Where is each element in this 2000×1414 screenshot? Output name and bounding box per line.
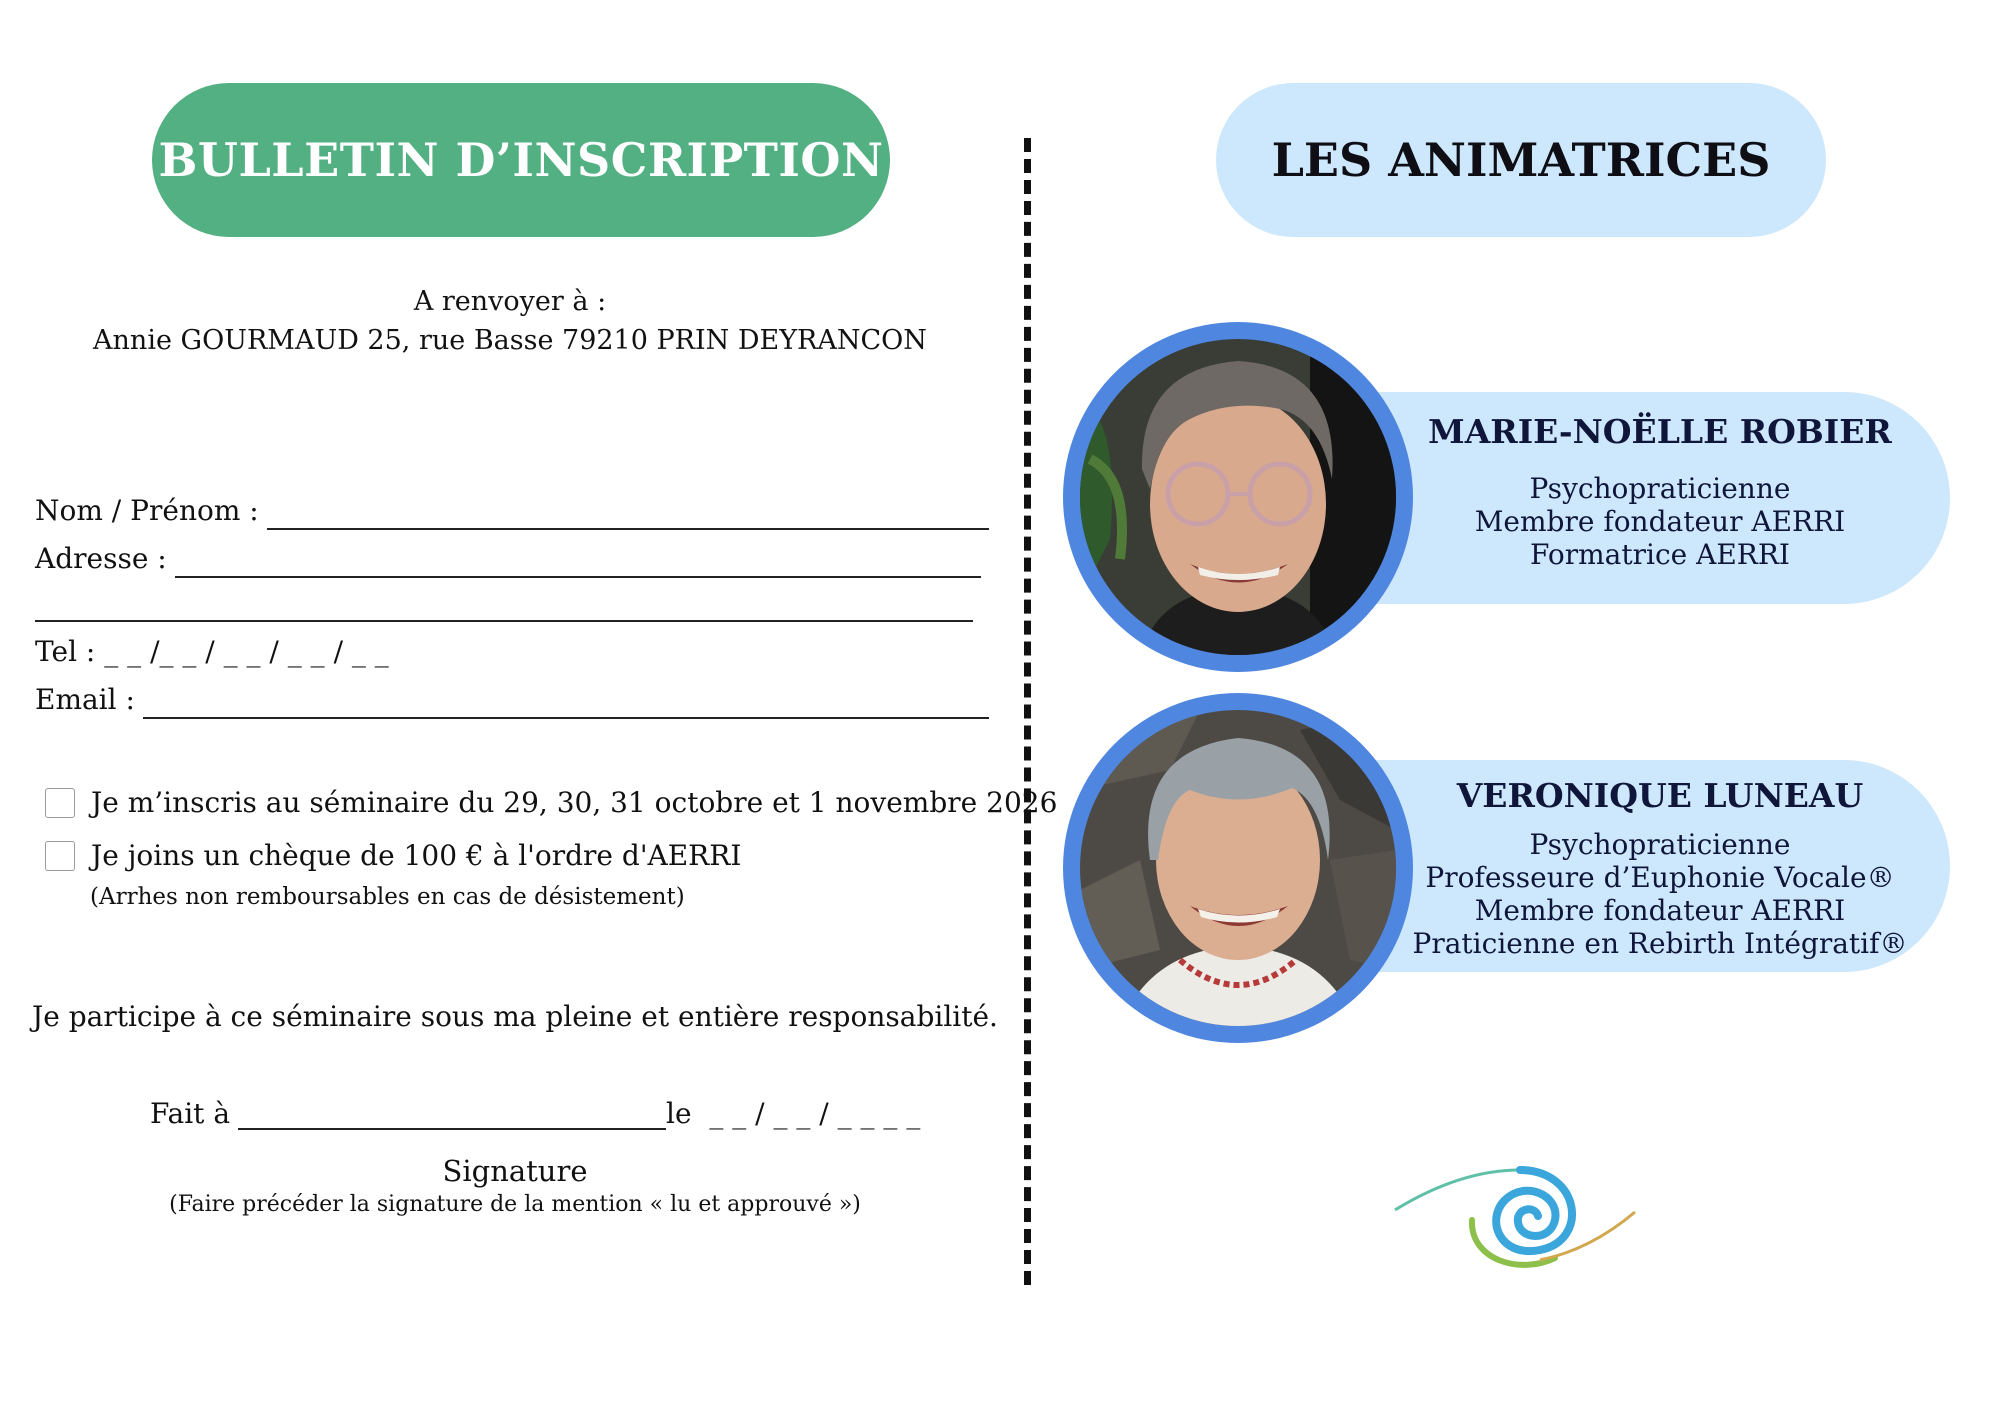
name-label: Nom / Prénom :: [35, 494, 259, 527]
signature-label: Signature: [442, 1154, 588, 1188]
person-name-1: MARIE-NOËLLE ROBIER: [1428, 412, 1892, 451]
fait-label: Fait à: [150, 1097, 231, 1130]
register-checkbox-row[interactable]: [45, 786, 1057, 819]
registration-title-pill: [152, 83, 890, 237]
cheque-checkbox[interactable]: [45, 841, 75, 871]
address-input-line[interactable]: [175, 548, 981, 578]
responsibility-statement: Je participe à ce séminaire sous ma pleine et entière responsabilité.: [32, 1000, 998, 1033]
cheque-label: Je joins un chèque de 100 € à l'ordre d'AERRI: [91, 839, 742, 872]
address-label: Adresse :: [35, 542, 167, 575]
person-photo-2: [1080, 710, 1396, 1026]
person-photo-ring-2: [1063, 693, 1413, 1043]
column-divider: [1024, 138, 1031, 1285]
tel-field[interactable]: [35, 633, 389, 671]
person-2-role-3: Membre fondateur AERRI: [1474, 894, 1846, 927]
send-to-address: Annie GOURMAUD 25, rue Basse 79210 PRIN DEYRANCON: [93, 325, 927, 356]
person-1-role-3: Formatrice AERRI: [1529, 538, 1790, 571]
send-to-block: [60, 282, 960, 360]
person-2-role-2: Professeure d’Euphonie Vocale®: [1425, 861, 1895, 894]
portrait-image-1: [1080, 339, 1396, 655]
email-input-line[interactable]: [143, 689, 989, 719]
person-roles-2: [1400, 828, 1920, 960]
send-to-label: A renvoyer à :: [413, 286, 607, 317]
animators-title: LES ANIMATRICES: [1271, 133, 1771, 187]
person-roles-1: [1400, 472, 1920, 571]
place-date-line[interactable]: [150, 1090, 920, 1130]
register-label: Je m’inscris au séminaire du 29, 30, 31 octobre et 1 novembre 2026: [91, 786, 1058, 819]
tel-label: Tel : _ _ /_ _ / _ _ / _ _ / _ _: [35, 635, 389, 668]
animators-title-pill: [1216, 83, 1826, 237]
signature-note: (Faire précéder la signature de la mention « lu et approuvé »): [169, 1192, 861, 1217]
person-name-2: VERONIQUE LUNEAU: [1456, 776, 1864, 815]
place-input-line[interactable]: [238, 1100, 666, 1130]
cheque-checkbox-row[interactable]: [45, 839, 741, 872]
person-1-role-1: Psychopraticienne: [1529, 472, 1791, 505]
registration-title: BULLETIN D’INSCRIPTION: [158, 133, 884, 187]
name-input-line[interactable]: [267, 500, 989, 530]
address-input-line-2[interactable]: [35, 592, 973, 622]
person-2-role-1: Psychopraticienne: [1529, 828, 1791, 861]
person-2-role-4: Praticienne en Rebirth Intégratif®: [1412, 927, 1908, 960]
spiral-logo-icon: [1390, 1150, 1640, 1280]
person-photo-ring-1: [1063, 322, 1413, 672]
date-label[interactable]: le _ _ / _ _ / _ _ _ _: [666, 1097, 921, 1130]
email-field[interactable]: [35, 681, 989, 719]
cheque-note: (Arrhes non remboursables en cas de désistement): [90, 884, 685, 910]
person-1-role-2: Membre fondateur AERRI: [1474, 505, 1846, 538]
email-label: Email :: [35, 683, 135, 716]
person-photo-1: [1080, 339, 1396, 655]
name-field[interactable]: [35, 492, 989, 530]
portrait-image-2: [1080, 710, 1396, 1026]
register-checkbox[interactable]: [45, 788, 75, 818]
address-field[interactable]: [35, 540, 981, 578]
